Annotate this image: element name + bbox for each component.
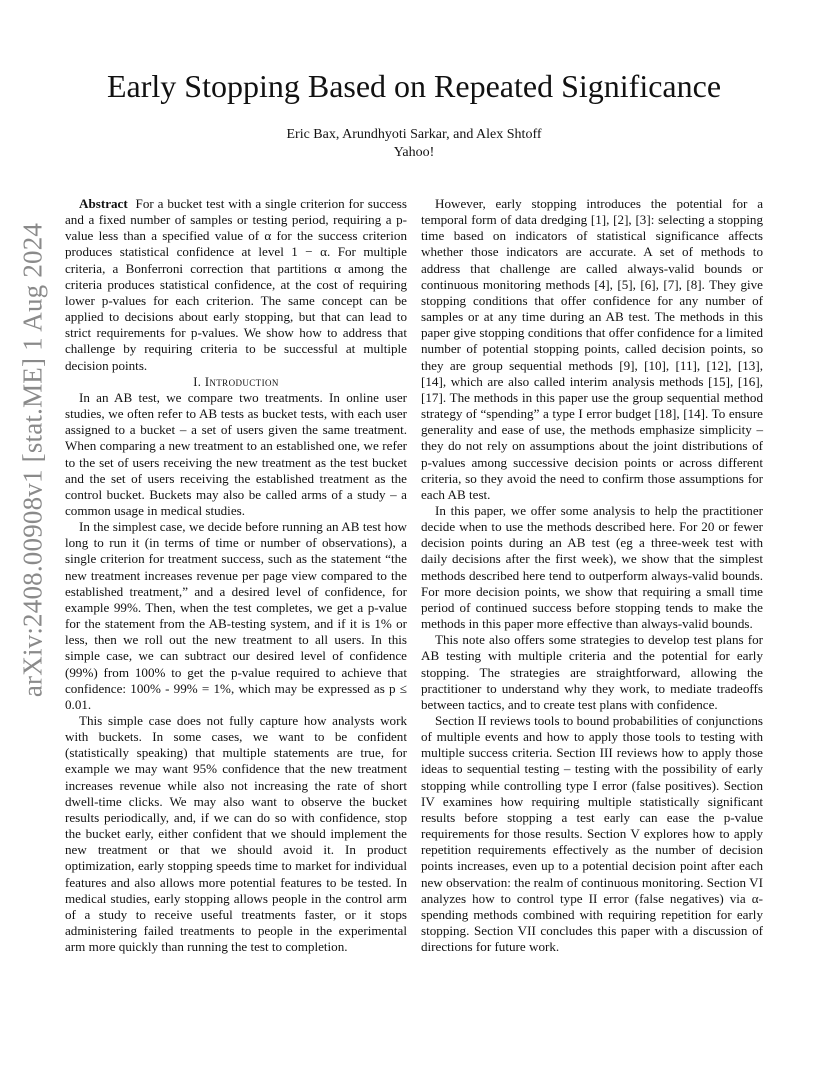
arxiv-identifier: arXiv:2408.00908v1 [stat.ME] 1 Aug 2024: [17, 222, 48, 698]
abstract-text: For a bucket test with a single criterion for success and a fixed number of samples or testing period, requiring a p-value less than a specified value of α for the success criterion produces statistical confidence at level 1 − α. For multiple criteria, a Bonferroni correction that partitions α among the criteria produces statistical confidence, at the cost of requiring lower p-values for each criterion. The same concept can be applied to decisions about early stopping, but that can lead to strict requirements for p-values. We show how to address that challenge by requiring criteria to be successful at multiple decision points.: [65, 196, 407, 373]
intro-paragraph-1: In an AB test, we compare two treatments. In online user studies, we often refer to AB tests as bucket tests, with each user assigned to a bucket – a set of users given the same treatment. When comparing a new treatment to an established one, we refer to the set of users receiving the new treatment as the test bucket and the set of users receiving the established treatment as the control bucket. Buckets may also be called arms of a study – a common usage in medical studies.: [65, 389, 407, 518]
intro-paragraph-6: This note also offers some strategies to develop test plans for AB testing with multiple criteria and the potential for early stopping. The strategies are straightforward, allowing the practitioner to understand why they work, to mediate tradeoffs between tactics, and to create test plans with confidence.: [421, 632, 763, 712]
abstract-label: Abstract: [79, 196, 128, 211]
intro-paragraph-2: In the simplest case, we decide before running an AB test how long to run it (in terms of time or number of observations), a single criterion for treatment success, such as the statement “the new treatment increases revenue per page view compared to the established treatment,” and a desired level of confidence, for example 99%. Then, when the test completes, we get a p-value for the statement from the AB-testing system, and if it is 1% or less, then we roll out the new treatment to all users. In this simple case, we can subtract our desired level of confidence (99%) from 100% to get the p-value required to achieve that confidence: 100% - 99% = 1%, which may be expressed as p ≤ 0.01.: [65, 519, 407, 712]
paper-title: Early Stopping Based on Repeated Significance: [106, 68, 722, 104]
intro-paragraph-3: This simple case does not fully capture how analysts work with buckets. In some cases, we want to be confident (statistically speaking) that multiple statements are true, for example we may want 95% confidence that the new treatment increases revenue while also not increasing the rate of short dwell-time clicks. We may also want to observe the bucket results periodically, and, if we can do so with confidence, stop the bucket early, either confident that we should implement the new treatment or that we should avoid it. In product optimization, early stopping speeds time to market for individual features and also allows more potential features to be tested. In medical studies, early stopping allows people in the control arm of a study to receive useful treatments faster, or it stops administering failed treatments to people in the experimental arm more quickly than running the test to completion.: [65, 713, 407, 955]
section-heading-introduction: I. Introduction: [193, 374, 279, 389]
abstract: [65, 196, 407, 374]
intro-paragraph-4: However, early stopping introduces the potential for a temporal form of data dredging [1], [2], [3]: selecting a stopping time based on indicators of statistical significance affects whether those indicators are accurate. A set of methods to address that challenge are called always-valid bounds or continuous monitoring methods [4], [5], [6], [7], [8]. They give stopping conditions that offer confidence for any number of samples or at any time during an AB test. The methods in this paper give stopping conditions that offer confidence for a limited number of potential stopping points, called decision points, so they are group sequential methods [9], [10], [11], [12], [13], [14], which are also called interim analysis methods [15], [16], [17]. The methods in this paper use the group sequential method strategy of “spending” a type I error budget [18], [14]. To ensure generality and ease of use, the methods emphasize simplicity – they do not rely on assumptions about the joint distributions of p-values among successive decision points or across different criteria, so they avoid the need to confirm those assumptions for each AB test.: [421, 196, 763, 502]
arxiv-sidebar: [4, 150, 62, 770]
intro-paragraph-7: Section II reviews tools to bound probabilities of conjunctions of multiple events and how to apply those tools to testing with multiple success criteria. Section III reviews how to apply those ideas to sequential testing – testing with the possibility of early stopping while controlling type I error (false positives). Section IV examines how requiring multiple statistically significant results before stopping a test early can ease the p-value requirements for those results. Section V explores how to apply repetition requirements effectively as the number of decision points increases, even up to a potential decision point after each new observation: the realm of continuous monitoring. Section VI analyzes how to control type II error (false negatives) via α-spending methods combined with requiring repetition for early stopping. Section VII concludes this paper with a discussion of directions for future work.: [421, 713, 763, 955]
intro-paragraph-5: In this paper, we offer some analysis to help the practitioner decide when to use the methods described here. For 20 or fewer decision points during an AB test (eg a three-week test with daily decisions after the first week), we show that the simplest methods described here tend to outperform always-valid bounds. For more decision points, we show that requiring a small time period of continued success before stopping tends to make the methods in this paper more effective than always-valid bounds.: [421, 502, 763, 632]
left-column: [65, 196, 407, 955]
author-names: Eric Bax, Arundhyoti Sarkar, and Alex Shtoff: [286, 127, 542, 142]
right-column: [421, 196, 763, 955]
author-block: [0, 126, 828, 162]
affiliation: Yahoo!: [393, 145, 435, 160]
